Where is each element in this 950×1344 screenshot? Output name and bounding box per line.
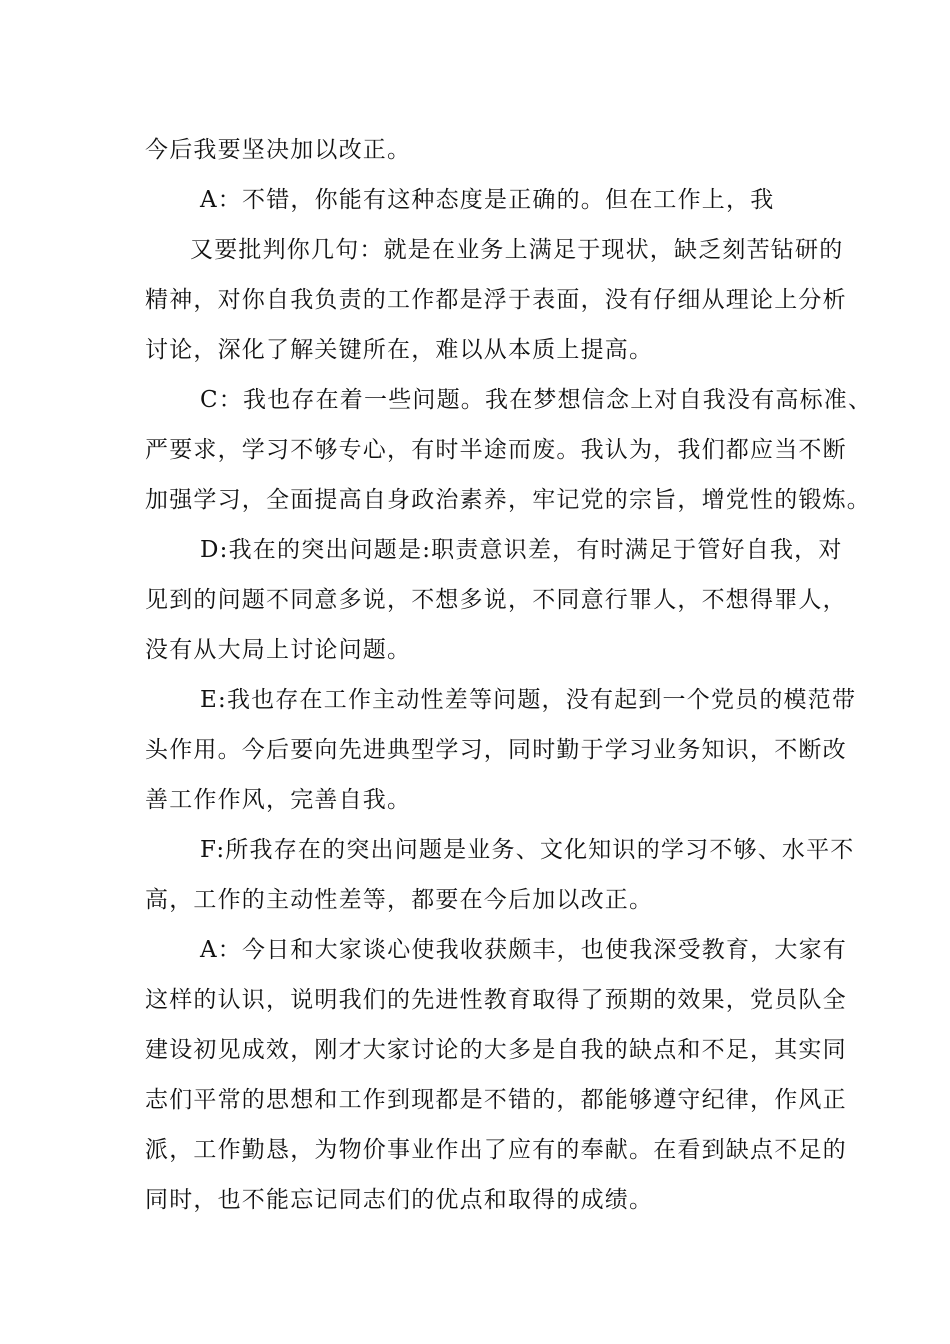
text-line-2: A：不错，你能有这种态度是正确的。但在工作上，我 <box>200 187 775 213</box>
text-line-11: 没有从大局上讨论问题。 <box>145 637 412 663</box>
text-line-10: 见到的问题不同意多说，不想多说，不同意行罪人，不想得罪人， <box>145 587 847 613</box>
text-line-12: E:我也存在工作主动性差等问题，没有起到一个党员的模范带 <box>200 687 857 713</box>
text-line-4: 精神，对你自我负责的工作都是浮于表面，没有仔细从理论上分析 <box>145 287 847 313</box>
text-line-20: 志们平常的思想和工作到现都是不错的，都能够遵守纪律，作风正 <box>145 1087 847 1113</box>
text-line-1: 今后我要坚决加以改正。 <box>145 137 412 163</box>
text-line-22: 同时，也不能忘记同志们的优点和取得的成绩。 <box>145 1187 654 1213</box>
text-line-21: 派，工作勤恳，为物价事业作出了应有的奉献。在看到缺点不足的 <box>145 1137 847 1163</box>
text-line-13: 头作用。今后要向先进典型学习，同时勤于学习业务知识，不断改 <box>145 737 847 763</box>
text-line-5: 讨论，深化了解关键所在，难以从本质上提高。 <box>145 337 654 363</box>
text-line-17: A：今日和大家谈心使我收获颇丰，也使我深受教育，大家有 <box>200 937 848 963</box>
text-line-16: 高，工作的主动性差等，都要在今后加以改正。 <box>145 887 654 913</box>
text-line-6: C：我也存在着一些问题。我在梦想信念上对自我没有高标准、 <box>200 387 873 413</box>
text-line-7: 严要求，学习不够专心，有时半途而废。我认为，我们都应当不断 <box>145 437 847 463</box>
text-line-15: F:所我存在的突出问题是业务、文化知识的学习不够、水平不 <box>200 837 855 863</box>
text-line-9: D:我在的突出问题是:职责意识差，有时满足于管好自我，对 <box>200 537 843 563</box>
text-line-14: 善工作作风，完善自我。 <box>145 787 412 813</box>
text-line-19: 建设初见成效，刚才大家讨论的大多是自我的缺点和不足，其实同 <box>145 1037 847 1063</box>
text-line-3: 又要批判你几句：就是在业务上满足于现状，缺乏刻苦钻研的 <box>190 237 844 263</box>
text-line-8: 加强学习，全面提高自身政治素养，牢记党的宗旨，增党性的锻炼。 <box>145 487 871 513</box>
text-line-18: 这样的认识，说明我们的先进性教育取得了预期的效果，党员队全 <box>145 987 847 1013</box>
